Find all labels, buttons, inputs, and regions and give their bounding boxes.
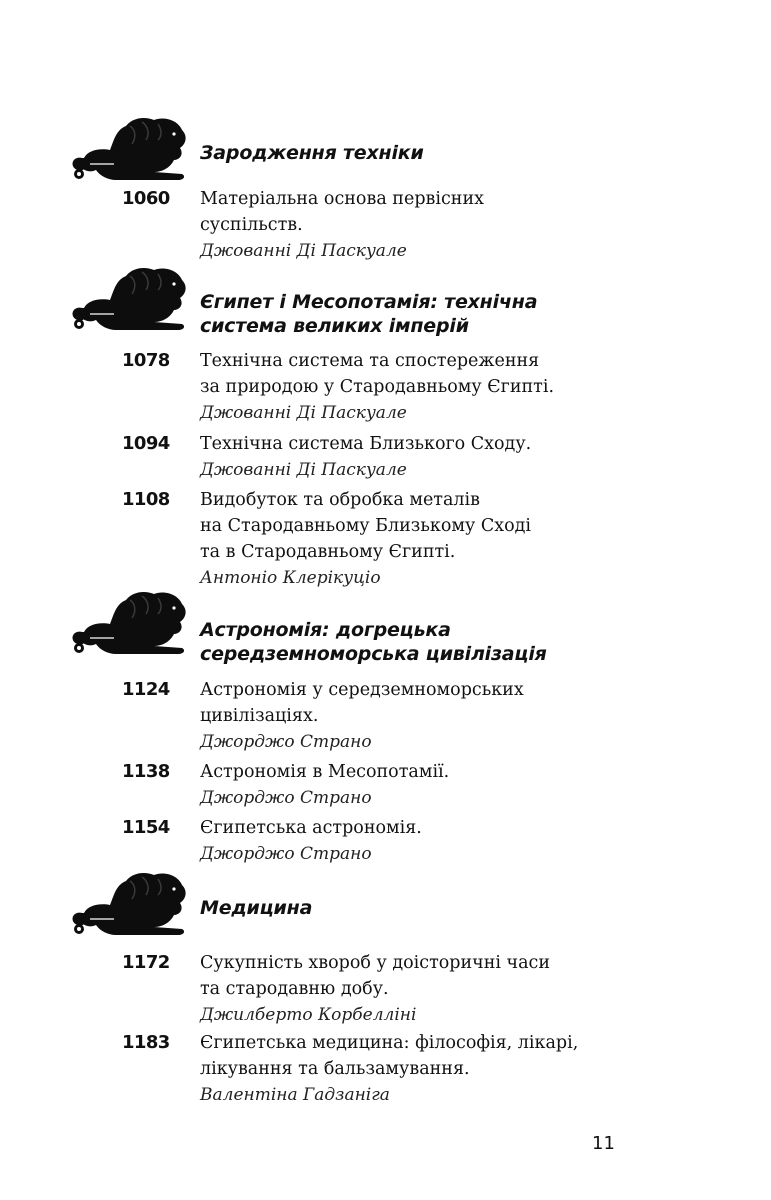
entry-title: Сукупність хвороб у доісторичні часи та стародавню добу. xyxy=(200,953,551,999)
entry-page-number: 1124 xyxy=(122,679,170,700)
entry-page-number: 1172 xyxy=(122,952,170,973)
section-astronomy xyxy=(70,588,710,665)
entry-author: Джорджо Страно xyxy=(200,732,372,752)
entry-page-number: 1108 xyxy=(122,489,170,510)
lion-ornament-icon xyxy=(70,114,190,184)
lion-ornament-icon xyxy=(70,588,190,658)
lion-ornament-icon xyxy=(70,264,190,334)
entry-title: Єгипетська медицина: філософія, лікарі, лікування та бальзамування. xyxy=(200,1033,579,1079)
page-number: 11 xyxy=(592,1133,615,1154)
section-header xyxy=(70,114,710,184)
entry-page-number: 1154 xyxy=(122,817,170,838)
entry-title: Єгипетська астрономія. xyxy=(200,818,422,838)
entry-page-number: 1060 xyxy=(122,188,170,209)
entry-title: Астрономія у середземноморських цивілізаціях. xyxy=(200,680,524,726)
entry-author: Джованні Ді Паскуале xyxy=(200,403,407,423)
section-origin-of-technology xyxy=(70,114,710,184)
entry-title: Технічна система Близького Сходу. xyxy=(200,434,532,454)
entry-author: Антоніо Клерікуціо xyxy=(200,568,381,588)
entry-author: Джованні Ді Паскуале xyxy=(200,241,407,261)
section-title: Астрономія: догрецька середземноморська цивілізація xyxy=(200,619,547,665)
entry-title: Технічна система та спостереження за природою у Стародавньому Єгипті. xyxy=(200,351,555,397)
entry-author: Джорджо Страно xyxy=(200,788,372,808)
section-egypt-mesopotamia xyxy=(70,264,710,337)
section-header xyxy=(70,869,710,939)
section-title: Медицина xyxy=(200,897,313,919)
entry-author: Валентіна Гадзаніга xyxy=(200,1085,390,1105)
entry-title: Матеріальна основа первісних суспільств. xyxy=(200,189,484,235)
lion-ornament-icon xyxy=(70,869,190,939)
entry-page-number: 1078 xyxy=(122,350,170,371)
entry-page-number: 1183 xyxy=(122,1032,170,1053)
section-medicine xyxy=(70,869,710,939)
section-title: Зародження техніки xyxy=(200,142,424,164)
section-title: Єгипет і Месопотамія: технічна система великих імперій xyxy=(200,291,538,337)
entry-title: Астрономія в Месопотамії. xyxy=(200,762,450,782)
entry-page-number: 1094 xyxy=(122,433,170,454)
entry-page-number: 1138 xyxy=(122,761,170,782)
entry-author: Джилберто Корбелліні xyxy=(200,1005,417,1025)
section-header xyxy=(70,264,710,337)
entry-author: Джованні Ді Паскуале xyxy=(200,460,407,480)
entry-author: Джорджо Страно xyxy=(200,844,372,864)
section-header xyxy=(70,588,710,665)
entry-title: Видобуток та обробка металів на Стародавньому Близькому Сході та в Стародавньому Єгипті. xyxy=(200,490,531,562)
